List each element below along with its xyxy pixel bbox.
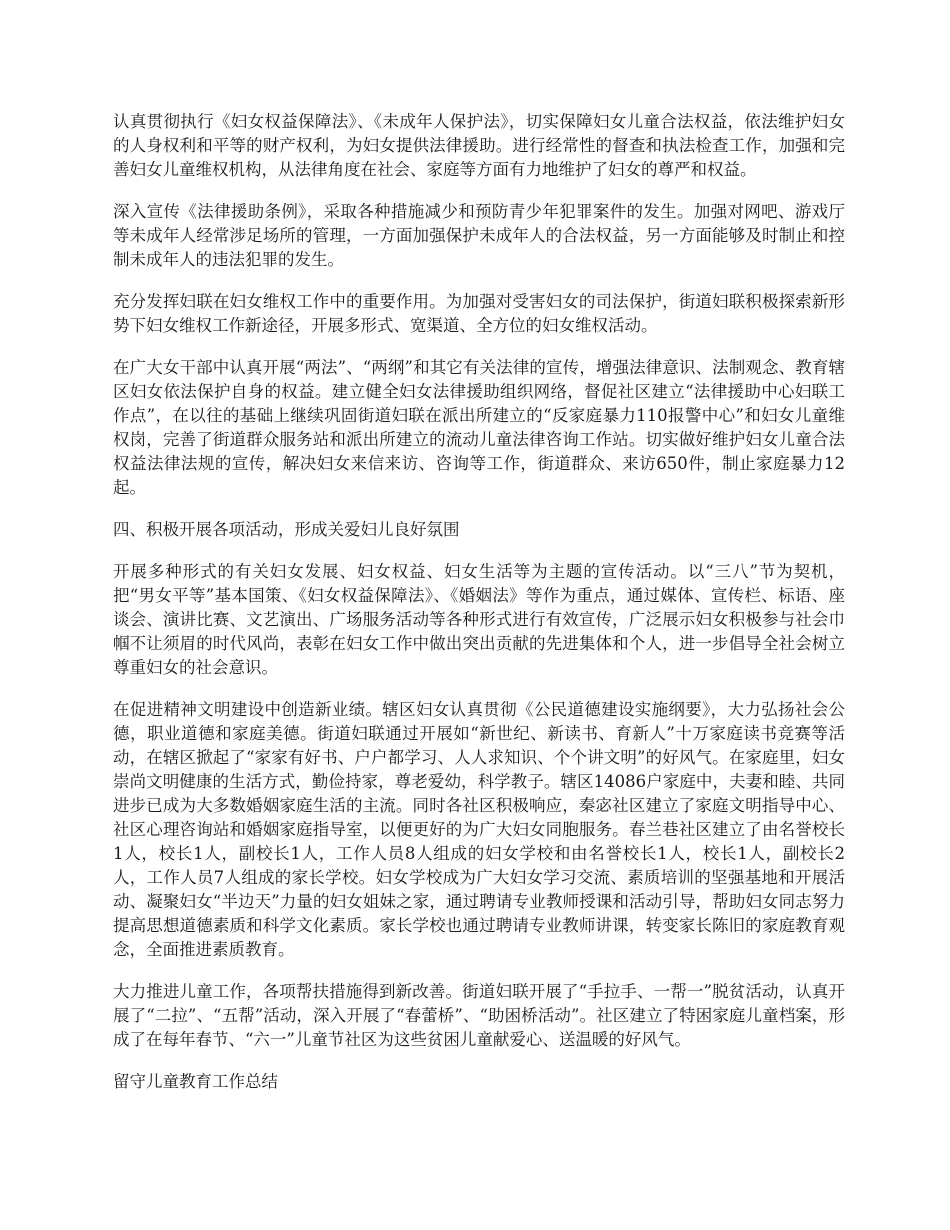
paragraph-spiritual-civilization: 在促进精神文明建设中创造新业绩。辖区妇女认真贯彻《公民道德建设实施纲要》，大力弘扬社会公德，职业道德和家庭美德。街道妇联通过开展如“新世纪、新读书、育新人”十万家庭读书竞赛等活动，在辖区掀起了“家家有好书、户户都学习、人人求知识、个个讲文明”的好风气。在家庭里，妇女崇尚文明健康的生活方式，勤俭持家，尊老爱幼，科学教子。辖区14086户家庭中，夫妻和睦、共同进步已成为大多数婚姻家庭生活的主流。同时各社区积极响应，秦宓社区建立了家庭文明指导中心、社区心理咨询站和婚姻家庭指导室，以便更好的为广大妇女同胞服务。春兰巷社区建立了由名誉校长1人，校长1人，副校长1人，工作人员8人组成的妇女学校和由名誉校长1人，校长1人，副校长2人，工作人员7人组成的家长学校。妇女学校成为广大妇女学习交流、素质培训的坚强基地和开展活动、凝聚妇女“半边天”力量的妇女姐妹之家，通过聘请专业教师授课和活动引导，帮助妇女同志努力提高思想道德素质和科学文化素质。家长学校也通过聘请专业教师讲课，转变家长陈旧的家庭教育观念，全面推进素质教育。 — [113, 700, 845, 959]
paragraph-publicity-activities: 开展多种形式的有关妇女发展、妇女权益、妇女生活等为主题的宣传活动。以“三八”节为契机，把“男女平等”基本国策、《妇女权益保障法》、《婚姻法》等作为重点，通过媒体、宣传栏、标语、座谈会、演讲比赛、文艺演出、广场服务活动等各种形式进行有效宣传，广泛展示妇女积极参与社会巾帼不让须眉的时代风尚，表彰在妇女工作中做出突出贡献的先进集体和个人，进一步倡导全社会树立尊重妇女的社会意识。 — [113, 562, 845, 677]
paragraph-legal-aid-regulations: 深入宣传《法律援助条例》，采取各种措施减少和预防青少年犯罪案件的发生。加强对网吧、游戏厅等未成年人经常涉足场所的管理，一方面加强保护未成年人的合法权益，另一方面能够及时制止和控制未成年人的违法犯罪的发生。 — [113, 202, 845, 269]
section-heading-activities: 四、积极开展各项活动，形成关爱妇儿良好氛围 — [113, 520, 460, 539]
paragraph-children-work: 大力推进儿童工作，各项帮扶措施得到新改善。街道妇联开展了“手拉手、一帮一”脱贫活动，认真开展了“二拉”、“五帮”活动，深入开展了“春蕾桥”、“助困桥活动”。社区建立了特困家庭儿童档案，形成了在每年春节、“六一”儿童节社区为这些贫困儿童献爱心、送温暖的好风气。 — [113, 982, 845, 1049]
paragraph-womens-federation-role: 充分发挥妇联在妇女维权工作中的重要作用。为加强对受害妇女的司法保护，街道妇联积极探索新形势下妇女维权工作新途径，开展多形式、宽渠道、全方位的妇女维权活动。 — [113, 292, 845, 335]
section-heading-left-behind-children: 留守儿童教育工作总结 — [113, 1072, 278, 1091]
paragraph-legal-publicity: 在广大女干部中认真开展“两法”、“两纲”和其它有关法律的宣传，增强法律意识、法制观念、教育辖区妇女依法保护自身的权益。建立健全妇女法律援助组织网络，督促社区建立“法律援助中心妇联工作点”，在以往的基础上继续巩固街道妇联在派出所建立的“反家庭暴力110报警中心”和妇女儿童维权岗，完善了街道群众服务站和派出所建立的流动儿童法律咨询工作站。切实做好维护妇女儿童合法权益法律法规的宣传，解决妇女来信来访、咨询等工作，街道群众、来访650件，制止家庭暴力12起。 — [113, 358, 845, 497]
paragraph-legal-protection: 认真贯彻执行《妇女权益保障法》、《未成年人保护法》，切实保障妇女儿童合法权益，依法维护妇女的人身权利和平等的财产权利，为妇女提供法律援助。进行经常性的督查和执法检查工作，加强和完善妇女儿童维权机构，从法律角度在社会、家庭等方面有力地维护了妇女的尊严和权益。 — [113, 112, 845, 179]
document-body — [113, 110, 845, 1112]
